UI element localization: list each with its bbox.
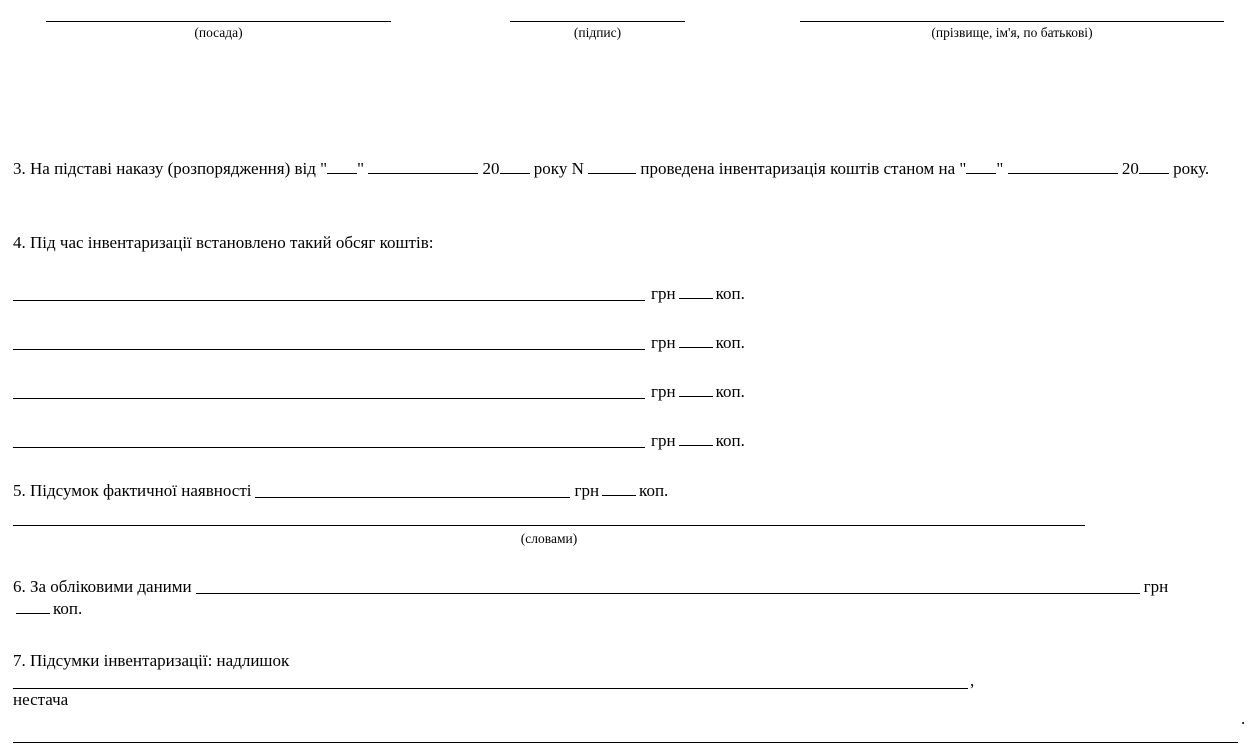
currency-label-6: грн bbox=[1143, 577, 1169, 596]
currency-label-5: грн bbox=[574, 481, 600, 500]
signature-write-line-signature[interactable] bbox=[510, 8, 685, 22]
clause-3-part-h: року. bbox=[1173, 159, 1210, 178]
clause-3-part-a: 3. На підставі наказу (розпорядження) від " bbox=[13, 159, 328, 178]
cash-description-blank-2[interactable] bbox=[13, 335, 645, 350]
surplus-line-wrapper bbox=[13, 672, 1247, 689]
kopiyky-blank-3[interactable] bbox=[679, 384, 713, 397]
order-number-blank[interactable] bbox=[588, 156, 636, 174]
order-day-blank[interactable] bbox=[327, 156, 357, 174]
kopiyky-label-5: коп. bbox=[639, 481, 669, 500]
signature-caption-signature: (підпис) bbox=[573, 25, 622, 40]
signature-cell-position bbox=[46, 8, 391, 42]
clause-3-part-e: проведена інвентаризація коштів станом на " bbox=[640, 159, 967, 178]
actual-total-blank[interactable] bbox=[255, 483, 570, 498]
kopiyky-label-1: коп. bbox=[715, 284, 745, 303]
kopiyky-label-2: коп. bbox=[715, 333, 745, 352]
cash-description-blank-1[interactable] bbox=[13, 286, 645, 301]
clause-5-text bbox=[13, 480, 1247, 502]
signature-caption-position: (посада) bbox=[194, 25, 243, 40]
words-caption: (словами) bbox=[520, 531, 578, 546]
cash-description-blank-3[interactable] bbox=[13, 384, 645, 399]
order-year-blank[interactable] bbox=[500, 156, 530, 174]
inventory-day-blank[interactable] bbox=[966, 156, 996, 174]
cash-amount-row bbox=[13, 283, 1247, 332]
signature-caption-fullname: (прізвище, ім'я, по батькові) bbox=[931, 25, 1093, 40]
inventory-month-blank[interactable] bbox=[1008, 156, 1118, 174]
clause-3-part-f: " bbox=[996, 159, 1004, 178]
currency-label-3: грн bbox=[651, 382, 676, 401]
signature-write-line-position[interactable] bbox=[46, 8, 391, 22]
clause-4 bbox=[13, 232, 1247, 254]
kopiyky-label-6: коп. bbox=[53, 599, 83, 619]
clause-5 bbox=[13, 480, 1247, 502]
clause-3-part-g: 20 bbox=[1121, 159, 1139, 178]
kopiyky-blank-6[interactable] bbox=[16, 601, 50, 614]
clause-6-text bbox=[13, 576, 1247, 620]
clause-3-part-c: 20 bbox=[482, 159, 500, 178]
clause-6-label: 6. За обліковими даними bbox=[13, 577, 192, 596]
kopiyky-blank-2[interactable] bbox=[679, 335, 713, 348]
kopiyky-label-4: коп. bbox=[715, 431, 745, 450]
cash-amount-row bbox=[13, 430, 1247, 479]
kopiyky-label-3: коп. bbox=[715, 382, 745, 401]
currency-label-4: грн bbox=[651, 431, 676, 450]
clause-3 bbox=[13, 156, 1247, 180]
clause-5-label: 5. Підсумок фактичної наявності bbox=[13, 481, 252, 500]
signature-header-row bbox=[0, 8, 1260, 54]
shortage-label: нестача bbox=[13, 690, 69, 710]
surplus-comma: , bbox=[970, 671, 975, 691]
cash-amount-row bbox=[13, 381, 1247, 430]
clause-3-text bbox=[13, 156, 1247, 180]
kopiyky-blank-4[interactable] bbox=[679, 433, 713, 446]
kopiyky-blank-1[interactable] bbox=[679, 286, 713, 299]
clause-3-part-b: " bbox=[357, 159, 365, 178]
actual-total-words-blank[interactable] bbox=[13, 524, 1085, 526]
cash-amount-rows bbox=[13, 283, 1247, 479]
clause-7 bbox=[13, 650, 1247, 711]
clause-3-part-d: року N bbox=[533, 159, 584, 178]
accounting-total-blank[interactable] bbox=[196, 579, 1140, 594]
shortage-period: . bbox=[1241, 709, 1246, 728]
clause-7-title: 7. Підсумки інвентаризації: надлишок bbox=[13, 651, 290, 670]
clause-4-title: 4. Під час інвентаризації встановлено такий обсяг коштів: bbox=[13, 233, 434, 252]
inventory-year-blank[interactable] bbox=[1139, 156, 1169, 174]
signature-write-line-fullname[interactable] bbox=[800, 8, 1224, 22]
currency-label-1: грн bbox=[651, 284, 676, 303]
kopiyky-blank-5[interactable] bbox=[602, 483, 636, 496]
shortage-blank[interactable] bbox=[13, 726, 1238, 743]
order-month-blank[interactable] bbox=[368, 156, 478, 174]
clause-6 bbox=[13, 576, 1247, 620]
currency-label-2: грн bbox=[651, 333, 676, 352]
signature-cell-signature bbox=[510, 8, 685, 42]
signature-cell-fullname bbox=[800, 8, 1224, 42]
cash-description-blank-4[interactable] bbox=[13, 433, 645, 448]
surplus-blank[interactable] bbox=[13, 672, 968, 689]
cash-amount-row bbox=[13, 332, 1247, 381]
